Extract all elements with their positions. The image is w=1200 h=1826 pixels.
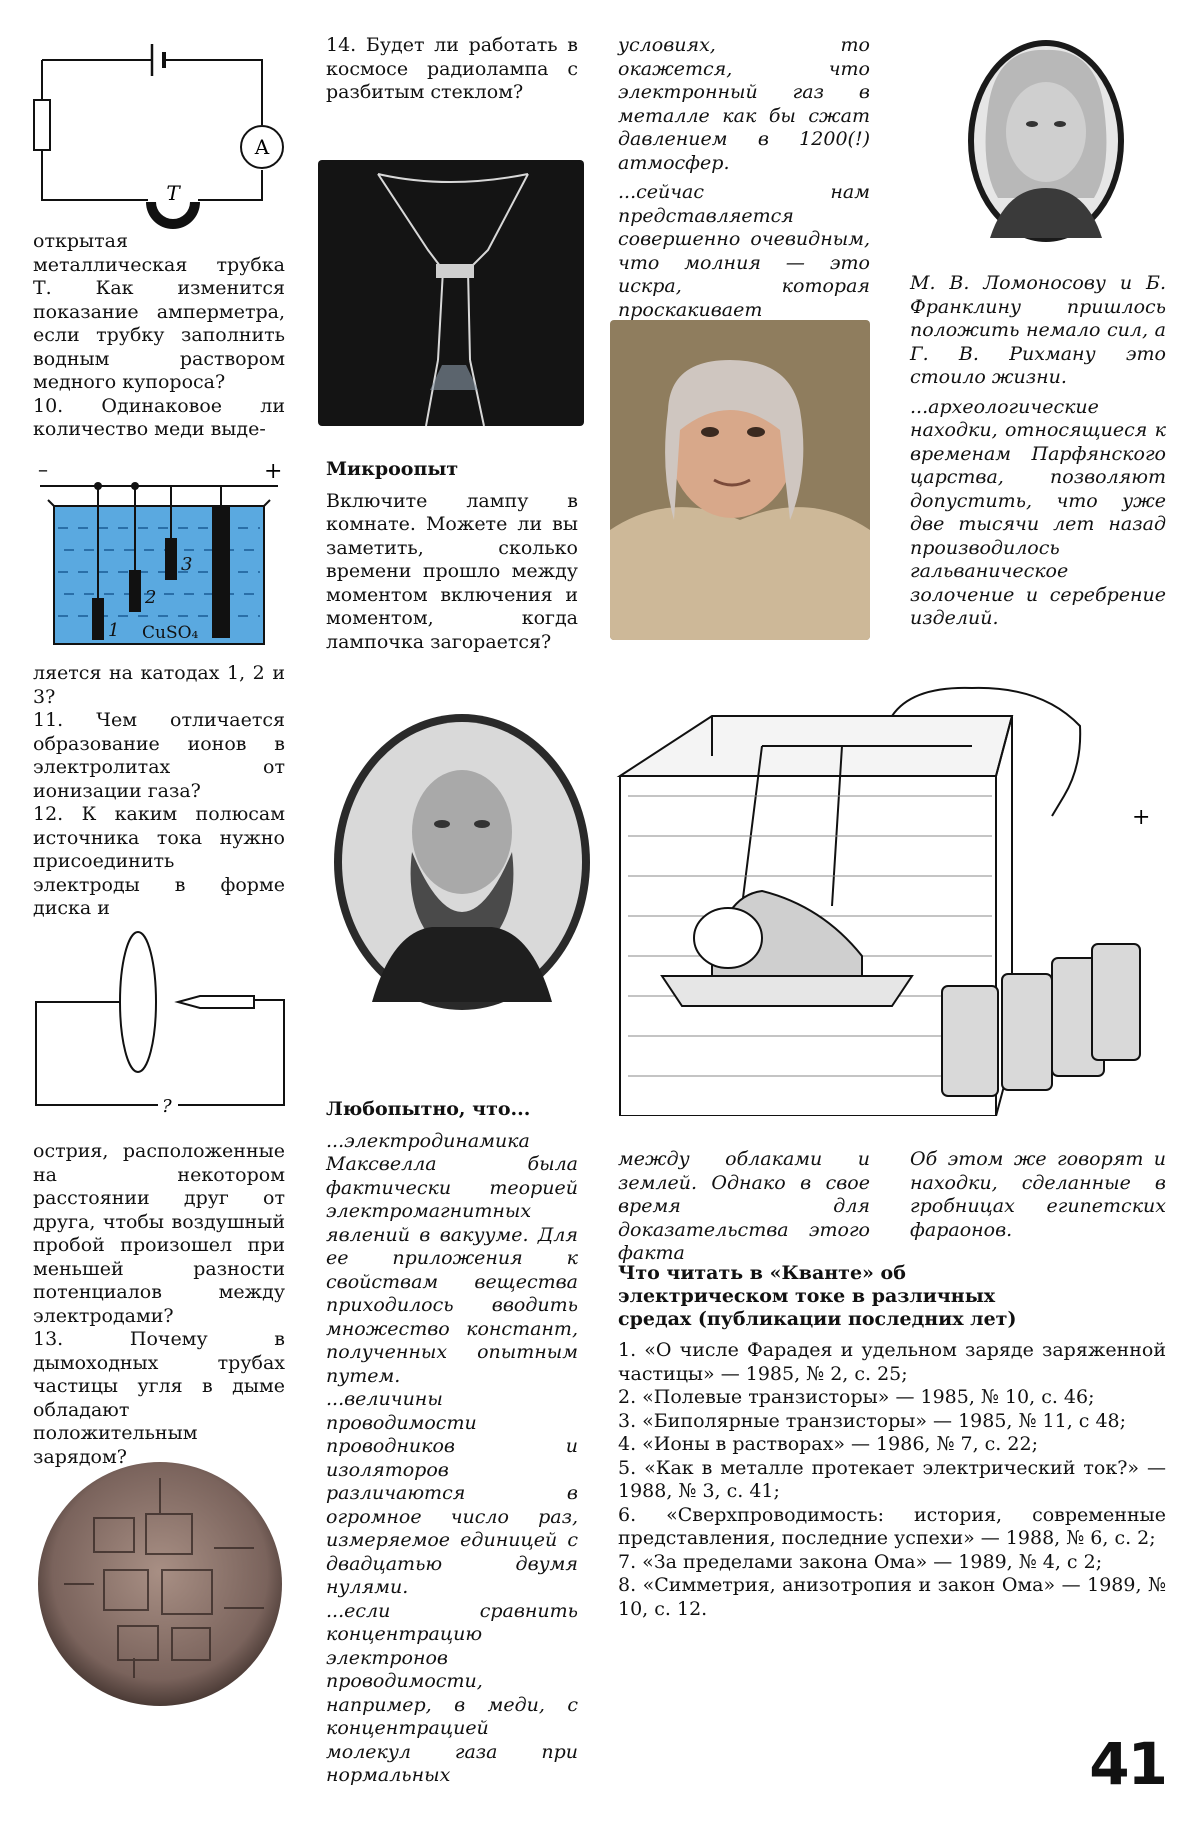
reading-item: 5. «Как в металле протекает электрический ток?» — 1988, № 3, с. 41; <box>618 1456 1166 1502</box>
lightning-fact: ...сейчас нам представляется совершенно очевидным, что молния — это искра, которая проскакивает <box>618 181 870 321</box>
column-3-top <box>618 34 870 322</box>
question-9-text: открытая металлическая трубка Т. Как изменится показание амперметра, если трубку заполнить водным раствором медного купороса? <box>33 230 285 393</box>
circuit-diagram <box>28 30 288 230</box>
electron-gas-continued: условиях, то окажется, что электронный газ в металле как бы сжат давлением в 1200(!) атмосфер. <box>618 34 870 174</box>
cathode-3-label: 3 <box>181 554 193 575</box>
micro-experiment-title: Микроопыт <box>326 458 459 480</box>
disk-electrode <box>120 932 156 1072</box>
column-1-middle <box>33 662 285 921</box>
electrolysis-diagram <box>28 458 288 653</box>
column-2-top <box>326 34 578 105</box>
page-number: 41 <box>1089 1730 1166 1798</box>
broken-lamp-photo <box>318 160 584 426</box>
anode <box>212 506 230 638</box>
curious-electron-gas: ...если сравнить концентрацию электронов проводимости, например, в меди, с концентрацией молекул газа при нормальных <box>326 1599 578 1786</box>
question-14: 14. Будет ли работать в космосе радиолампа с разбитым стеклом? <box>326 34 578 103</box>
curious-maxwell: ...электродинамика Максвелла была фактически теорией электромагнитных явлений в вакууме. Для ее приложения к свойствам вещества приходилось вводить множество констант, полученных опытным путем. <box>326 1129 578 1387</box>
lomonosov-portrait <box>966 38 1126 244</box>
reading-list-section <box>618 1262 1166 1621</box>
parthian-finds-fact: ...археологические находки, относящиеся к временам Парфянского царства, позволяют допустить, что уже две тысячи лет назад производилось гальваническое золочение и серебрение изделий. <box>910 395 1166 629</box>
egyptian-finds-fact: Об этом же говорят и находки, сделанные в гробницах египетских фараонов. <box>910 1148 1166 1241</box>
question-11: 11. Чем отличается образование ионов в электролитах от ионизации газа? <box>33 709 285 802</box>
minus-sign: – <box>38 458 48 481</box>
tube-t-shape <box>146 202 200 229</box>
tube-label: T <box>166 181 180 205</box>
reading-item: 7. «За пределами закона Ома» — 1989, № 4, с 2; <box>618 1550 1103 1573</box>
polarity-question: ? <box>162 1096 172 1117</box>
reading-item: 4. «Ионы в растворах» — 1986, № 7, с. 22; <box>618 1433 1038 1455</box>
reading-item: 1. «О числе Фарадея и удельном заряде заряженной частицы» — 1985, № 2, с. 25; <box>618 1339 1166 1385</box>
cathode-2 <box>129 570 141 612</box>
question-12-start: 12. К каким полюсам источника тока нужно присоединить электроды в форме диска и <box>33 803 285 919</box>
reading-list <box>618 1339 1166 1621</box>
column-4-bottom <box>910 1148 1166 1242</box>
lightning-fact-continued: между облаками и землей. Однако в свое время для доказательства этого факта <box>618 1148 870 1264</box>
column-1-top <box>33 230 285 442</box>
column-2-micro <box>326 458 578 654</box>
cathode-1 <box>92 598 104 640</box>
cathode-3 <box>165 538 177 580</box>
column-2-curious <box>326 1098 578 1788</box>
question-10-end: ляется на катодах 1, 2 и 3? <box>33 662 285 708</box>
ammeter-label: A <box>254 135 270 159</box>
curious-conductivity: ...величины проводимости проводников и изоляторов различаются в огромное число раз, измеряемое единицей с двадцатью двумя нулями. <box>326 1388 578 1598</box>
galvanic-apparatus-engraving <box>612 676 1172 1116</box>
cathode-1-label: 1 <box>108 620 120 641</box>
curious-title: Любопытно, что... <box>326 1098 531 1120</box>
reading-list-title: Что читать в «Кванте» об электрическом токе в различных средах (публикации последних лет) <box>618 1262 1017 1330</box>
micro-experiment-text: Включите лампу в комнате. Можете ли вы заметить, сколько времени прошло между моментом включения и моментом, когда лампочка загорается? <box>326 489 578 653</box>
solution-label: CuSO₄ <box>142 623 199 643</box>
point-electrode <box>178 996 254 1008</box>
reading-item: 2. «Полевые транзисторы» — 1985, № 10, с. 46; <box>618 1386 1095 1408</box>
reading-item: 8. «Симметрия, анизотропия и закон Ома» — 1989, № 10, с. 12. <box>618 1574 1166 1620</box>
question-10-start: 10. Одинаковое ли количество меди выде- <box>33 394 285 440</box>
column-4-top <box>910 272 1166 631</box>
maxwell-portrait <box>332 712 592 1012</box>
disk-point-diagram <box>28 920 290 1120</box>
reading-item: 6. «Сверхпроводимость: история, современные представления, последние успехи» — 1988, № 6, с. 2; <box>618 1503 1166 1549</box>
microchip-photo <box>34 1458 286 1710</box>
lomonosov-franklin-fact: М. В. Ломоносову и Б. Франклину пришлось положить немало сил, а Г. В. Рихману это стоило жизни. <box>910 272 1166 388</box>
question-12-end: острия, расположенные на некотором расстоянии друг от друга, чтобы воздушный пробой произошел при меньшей разности потенциалов между электродами? <box>33 1140 285 1327</box>
franklin-portrait <box>610 320 870 640</box>
question-13: 13. Почему в дымоходных трубах частицы угля в дыме обладают положительным зарядом? <box>33 1328 285 1468</box>
cathode-2-label: 2 <box>145 587 157 608</box>
column-3-bottom <box>618 1148 870 1266</box>
column-1-bottom <box>33 1140 285 1469</box>
battery-plus-sign: + <box>1132 805 1151 830</box>
reading-item: 3. «Биполярные транзисторы» — 1985, № 11, с 48; <box>618 1409 1127 1432</box>
plus-sign: + <box>264 459 283 484</box>
